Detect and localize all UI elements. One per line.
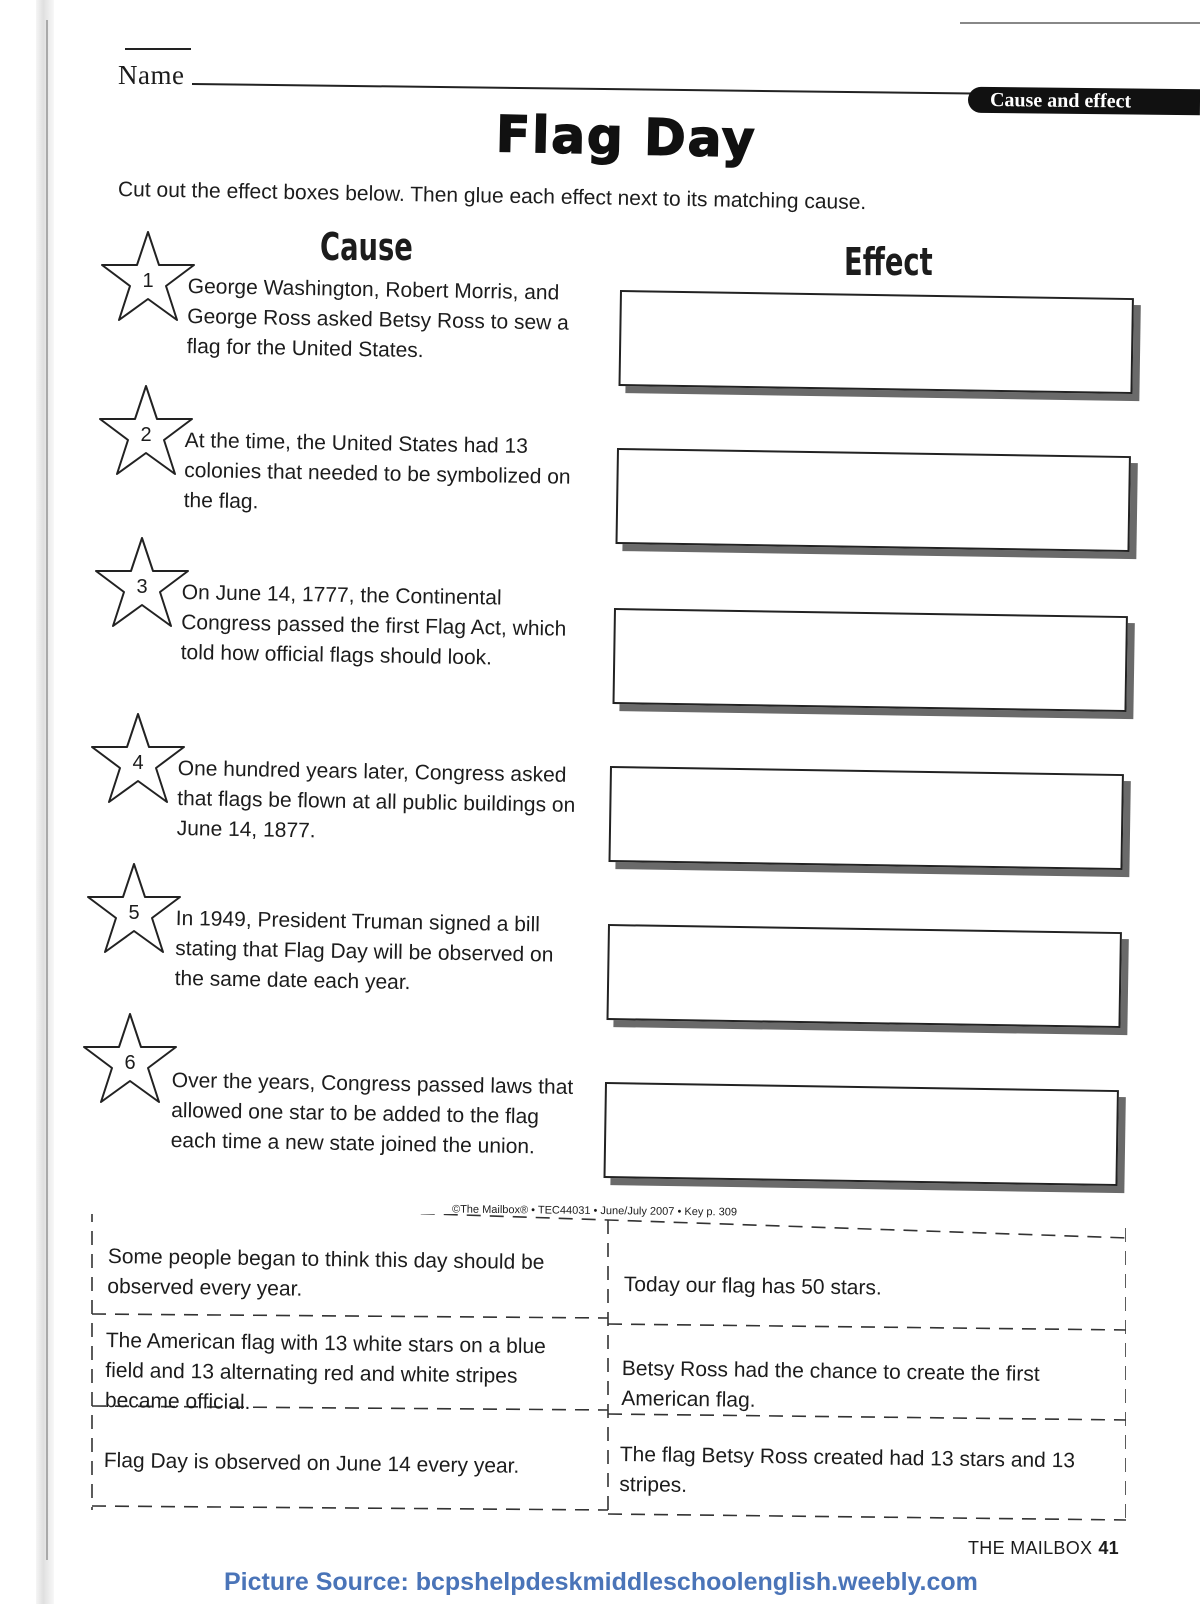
cause-number: 5 bbox=[128, 902, 140, 924]
page-title: Flag Day bbox=[495, 105, 758, 169]
effect-box-4[interactable] bbox=[608, 766, 1123, 870]
cause-text: Over the years, Congress passed laws that allowed one star to be added to the flag each time a new state joined the union. bbox=[170, 1068, 574, 1159]
star-icon bbox=[90, 712, 186, 808]
instructions: Cut out the effect boxes below. Then glue each effect next to its matching cause. bbox=[117, 178, 867, 215]
cause-item-4 bbox=[0, 710, 600, 860]
effect-cutout-2[interactable]: Today our flag has 50 stars. bbox=[623, 1272, 882, 1300]
effect-box-2[interactable] bbox=[615, 448, 1130, 552]
cause-item-6 bbox=[0, 1010, 600, 1160]
effect-cutout-5[interactable]: Flag Day is observed on June 14 every year. bbox=[103, 1448, 520, 1478]
cause-text: One hundred years later, Congress asked that flags be flown at all public buildings on June 14, 1877. bbox=[176, 756, 576, 843]
cause-text: On June 14, 1777, the Continental Congress passed the first Flag Act, which told how official flags should look. bbox=[180, 580, 567, 670]
effect-cutout-3[interactable]: The American flag with 13 white stars on a blue field and 13 alternating red and white stripes became official. bbox=[104, 1328, 546, 1415]
footer bbox=[968, 1538, 1119, 1559]
star-icon bbox=[86, 862, 182, 958]
cause-item-1 bbox=[0, 228, 600, 378]
cause-text: At the time, the United States had 13 colonies that needed to be symbolized on the flag. bbox=[183, 428, 571, 514]
cause-number: 4 bbox=[132, 752, 144, 774]
footer-brand: THE MAILBOX bbox=[968, 1538, 1093, 1558]
effect-box-6[interactable] bbox=[603, 1082, 1118, 1186]
effect-cutout-1[interactable]: Some people began to think this day should be observed every year. bbox=[107, 1244, 545, 1301]
copyright-note: ©The Mailbox® • TEC44031 • June/July 2007 • Key p. 309 bbox=[451, 1203, 738, 1219]
effect-cutout-4[interactable]: Betsy Ross had the chance to create the first American flag. bbox=[621, 1356, 1040, 1412]
cause-text: In 1949, President Truman signed a bill stating that Flag Day will be observed on the same date each year. bbox=[174, 906, 554, 995]
cutout-section bbox=[86, 1214, 1126, 1524]
cause-number: 3 bbox=[136, 576, 148, 598]
cause-number: 1 bbox=[142, 270, 154, 292]
name-field[interactable] bbox=[192, 83, 972, 95]
cause-number: 6 bbox=[124, 1052, 136, 1074]
star-icon bbox=[98, 384, 194, 480]
effect-cutout-6[interactable]: The flag Betsy Ross created had 13 stars and 13 stripes. bbox=[619, 1442, 1076, 1497]
star-icon bbox=[94, 536, 190, 632]
footer-page-number: 41 bbox=[1098, 1538, 1119, 1558]
top-rule bbox=[960, 22, 1200, 24]
effect-box-3[interactable] bbox=[612, 608, 1127, 712]
skill-tag: Cause and effect bbox=[968, 87, 1200, 115]
star-icon bbox=[82, 1012, 178, 1108]
cause-text: George Washington, Robert Morris, and George Ross asked Betsy Ross to sew a flag for the United States. bbox=[186, 274, 570, 363]
star-icon bbox=[100, 230, 196, 326]
cause-item-3 bbox=[0, 534, 600, 684]
name-short-line bbox=[125, 48, 191, 50]
cause-item-2 bbox=[0, 382, 600, 532]
effect-box-5[interactable] bbox=[606, 924, 1121, 1028]
effect-box-1[interactable] bbox=[618, 290, 1133, 394]
cause-number: 2 bbox=[140, 424, 152, 446]
effect-heading: Effect bbox=[844, 240, 933, 284]
cause-heading: Cause bbox=[320, 225, 413, 269]
cause-item-5 bbox=[0, 860, 600, 1010]
name-label: Name bbox=[118, 60, 185, 90]
picture-source-caption: Picture Source: bcpshelpdeskmiddleschoolenglish.weebly.com bbox=[224, 1568, 978, 1596]
